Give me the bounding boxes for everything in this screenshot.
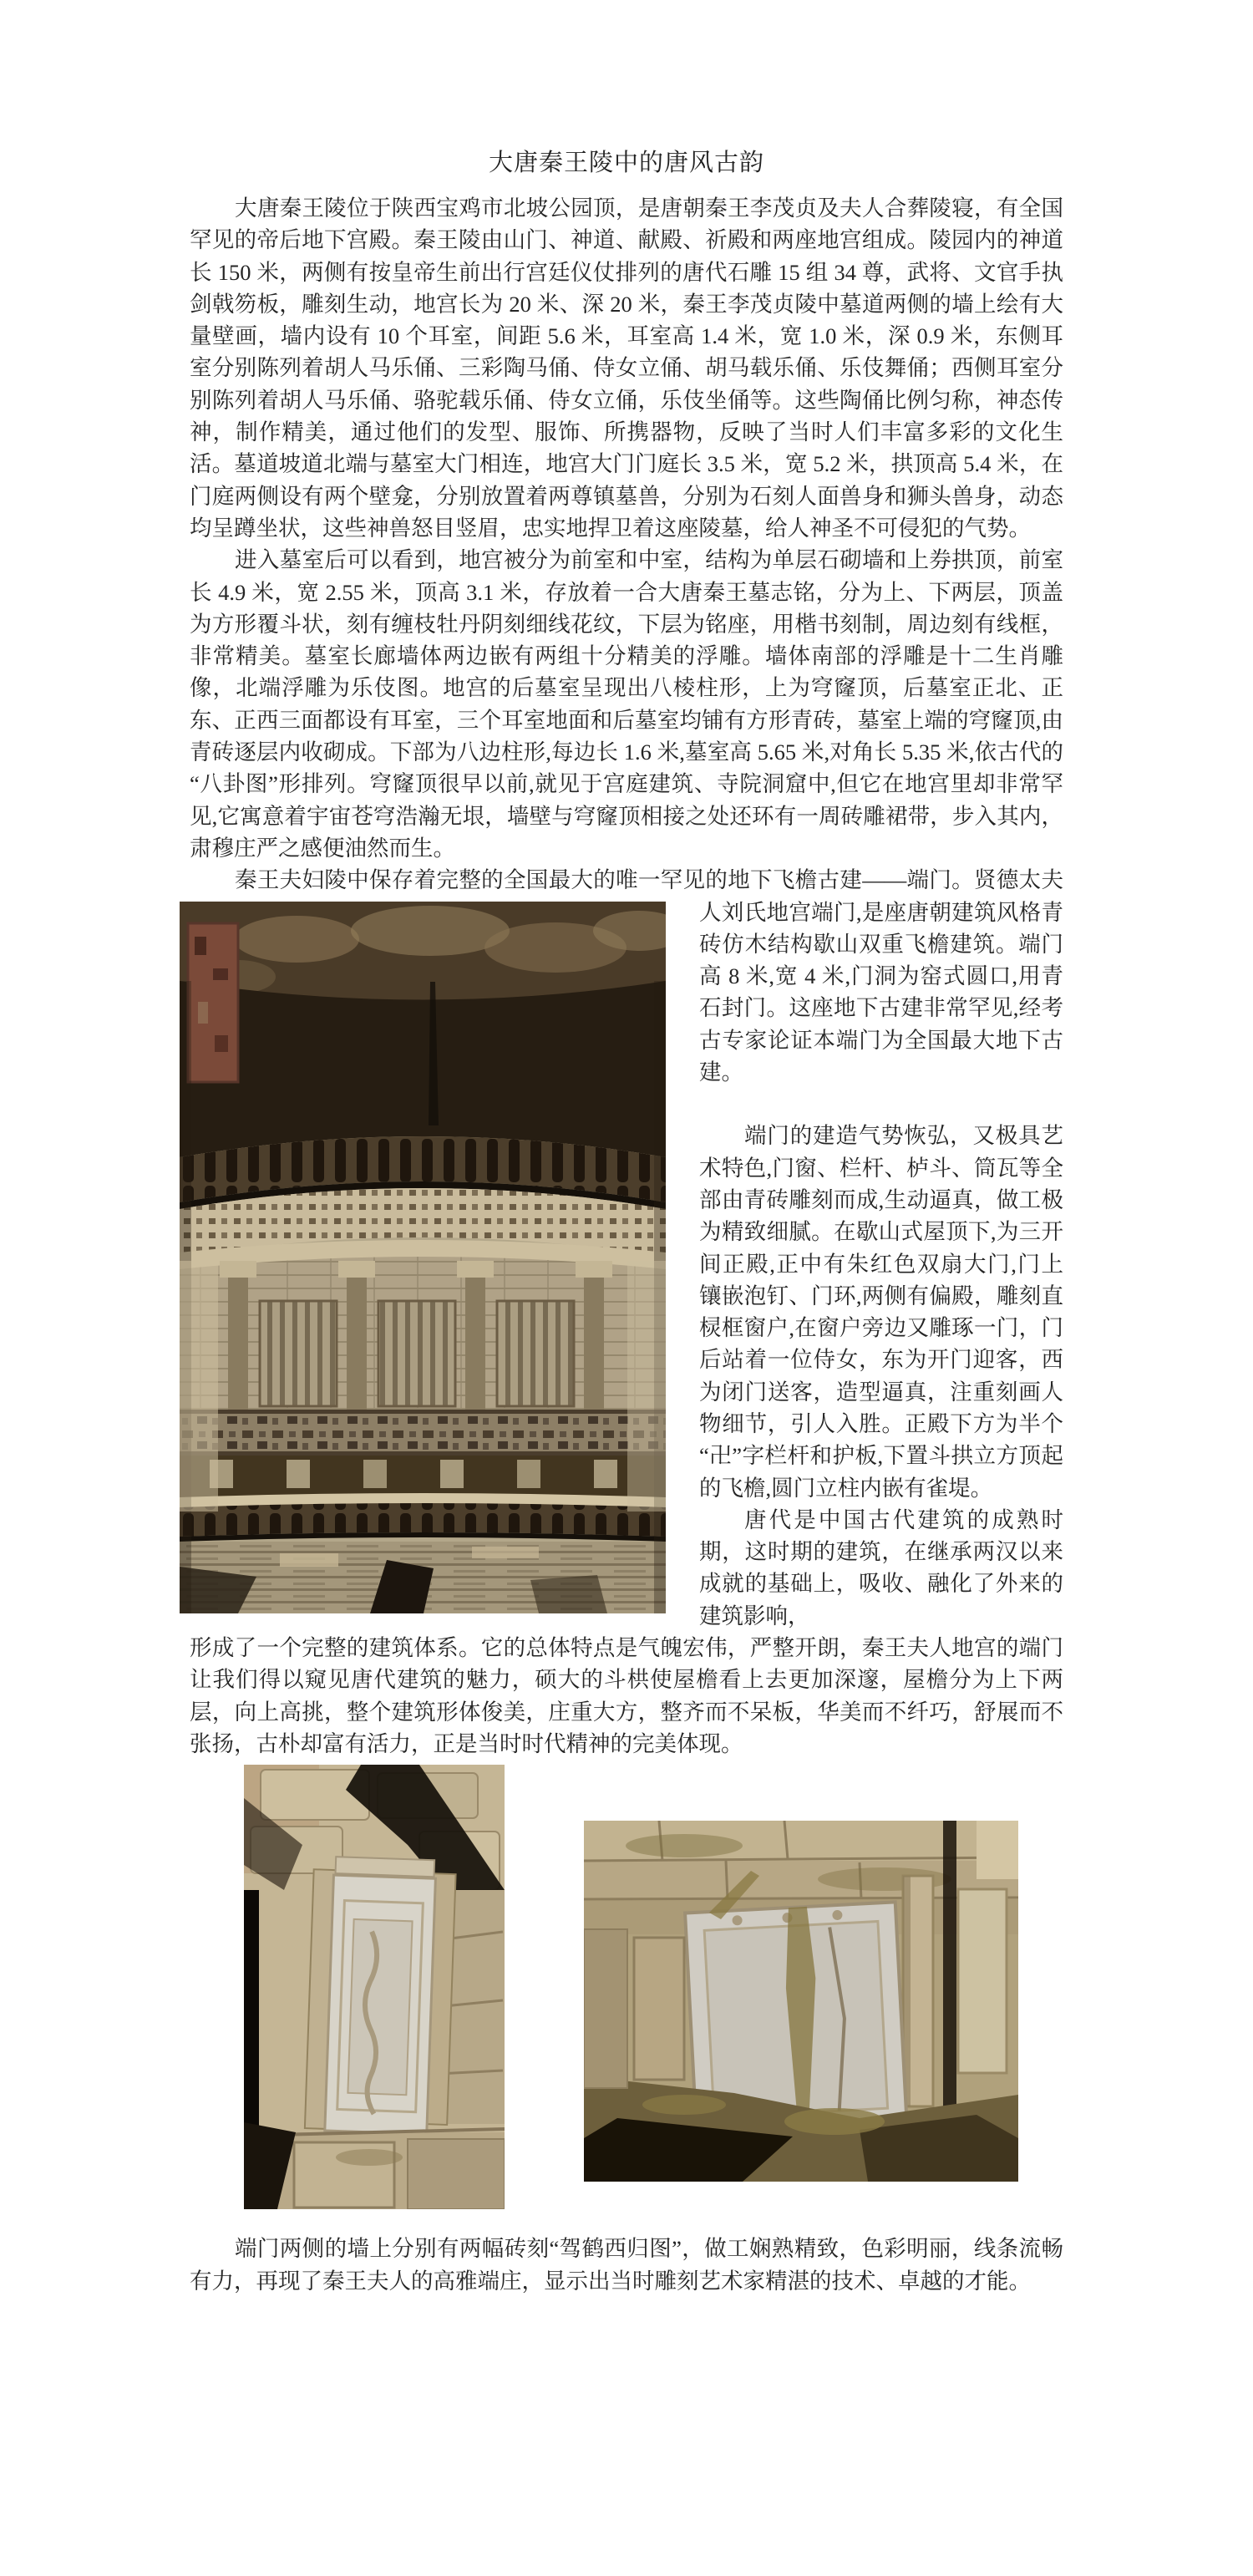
duanmen-gate-photo-graphic — [180, 902, 666, 1613]
paragraph-caption: 端门两侧的墙上分别有两幅砖刻“驾鹤西归图”，做工娴熟精致，色彩明丽，线条流畅有力，再现了秦王夫人的高雅端庄，显示出当时雕刻艺术家精湛的技术、卓越的才能。 — [190, 2236, 1063, 2294]
brick-carving-photo-left — [244, 1765, 505, 2209]
brick-carving-photo-left-graphic — [244, 1765, 505, 2209]
page-title: 大唐秦王陵中的唐风古韵 — [488, 150, 764, 176]
paragraph-duanmen-craft: 端门的建造气势恢弘，又极具艺术特色,门窗、栏杆、栌斗、筒瓦等全部由青砖雕刻而成,生动逼真，做工极为精致细腻。在歇山式屋顶下,为三开间正殿,正中有朱红色双扇大门,门上镶嵌泡钉、门环,两侧有偏殿，雕刻直棂框窗户,在窗户旁边又雕琢一门，门后站着一位侍女，东为开门迎客，西为闭门送客，造型逼真，注重刻画人物细节，引人入胜。正殿下方为半个“卍”字栏杆和护板,下置斗拱立方顶起的飞檐,圆门立柱内嵌有雀堤。 — [699, 1123, 1063, 1501]
brick-carving-figures — [190, 1765, 1063, 2214]
paragraph-duanmen-intro-rest: 刘氏地宫端门,是座唐朝建筑风格青砖仿木结构歇山双重飞檐建筑。端门高 8 米,宽 4 米,门洞为窑式圆口,用青石封门。这座地下古建非常罕见,经考古专家论证本端门为全国最大地下古建。 — [699, 899, 1064, 1085]
paragraph-tomb-chamber: 进入墓室后可以看到，地宫被分为前室和中室，结构为单层石砌墙和上券拱顶，前室长 4.9 米，宽 2.55 米，顶高 3.1 米，存放着一合大唐秦王墓志铭，分为上、下两层，顶盖为方形覆斗状，刻有缠枝牡丹阴刻细线花纹，下层为铭座，用楷书刻制，周边刻有线框，非常精美。墓室长廊墙体两边嵌有两组十分精美的浮雕。墙体南部的浮雕是十二生肖雕像，北端浮雕为乐伎图。地宫的后墓室呈现出八棱柱形，上为穹窿顶，后墓室正北、正东、正西三面都设有耳室，三个耳室地面和后墓室均铺有方形青砖，墓室上端的穹窿顶,由青砖逐层内收砌成。下部为八边柱形,每边长 1.6 米,墓室高 5.65 米,对角长 5.35 米,依古代的“八卦图”形排列。穹窿顶很早以前,就见于宫庭建筑、寺院洞窟中,但它在地宫里却非常罕见,它寓意着宇宙苍穹浩瀚无垠，墙壁与穹窿顶相接之处还环有一周砖雕裙带，步入其内，肃穆庄严之感便油然而生。 — [190, 547, 1063, 861]
paragraph-duanmen-intro — [190, 864, 1063, 1088]
paragraph-duanmen-intro-lead: 秦王夫妇陵中保存着完整的全国最大的唯一罕见的地下飞檐古建——端门。贤德太夫人 — [235, 867, 1063, 925]
paragraph-tang-architecture: 唐代是中国古代建筑的成熟时期，这时期的建筑，在继承两汉以来成就的基础上，吸收、融化了外来的建筑影响， — [699, 1506, 1063, 1628]
paragraph-tang-architecture-continued: 形成了一个完整的建筑体系。它的总体特点是气魄宏伟，严整开朗，秦王夫人地宫的端门让我们得以窥见唐代建筑的魅力，硕大的斗栱使屋檐看上去更加深邃，屋檐分为上下两层，向上高挑，整个建筑形体俊美，庄重大方，整齐而不呆板，华美而不纤巧，舒展而不张扬，古朴却富有活力，正是当时时代精神的完美体现。 — [190, 1635, 1063, 1756]
paragraph-overview: 大唐秦王陵位于陕西宝鸡市北坡公园顶，是唐朝秦王李茂贞及夫人合葬陵寝，有全国罕见的帝后地下宫殿。秦王陵由山门、神道、献殿、祈殿和两座地宫组成。陵园内的神道长 150 米，两侧有按皇帝生前出行宫廷仪仗排列的唐代石雕 15 组 34 尊，武将、文官手执剑戟笏板，雕刻生动，地宫长为 20 米、深 20 米，秦王李茂贞陵中墓道两侧的墙上绘有大量壁画，墙内设有 10 个耳室，间距 5.6 米，耳室高 1.4 米，宽 1.0 米，深 0.9 米，东侧耳室分别陈列着胡人马乐俑、三彩陶马俑、侍女立俑、胡马载乐俑、乐伎舞俑；西侧耳室分别陈列着胡人马乐俑、骆驼载乐俑、侍女立俑，乐伎坐俑等。这些陶俑比例匀称，神态传神，制作精美，通过他们的发型、服饰、所携器物，反映了当时人们丰富多彩的文化生活。墓道坡道北端与墓室大门相连，地宫大门门庭长 3.5 米，宽 5.2 米，拱顶高 5.4 米，在门庭两侧设有两个壁龛，分别放置着两尊镇墓兽，分别为石刻人面兽身和狮头兽身，动态均呈蹲坐状，这些神兽怒目竖眉，忠实地捍卫着这座陵墓，给人神圣不可侵犯的气势。 — [190, 196, 1063, 541]
brick-carving-photo-right-graphic — [584, 1821, 1018, 2182]
brick-carving-photo-right — [584, 1821, 1018, 2182]
duanmen-gate-photo — [180, 902, 666, 1613]
